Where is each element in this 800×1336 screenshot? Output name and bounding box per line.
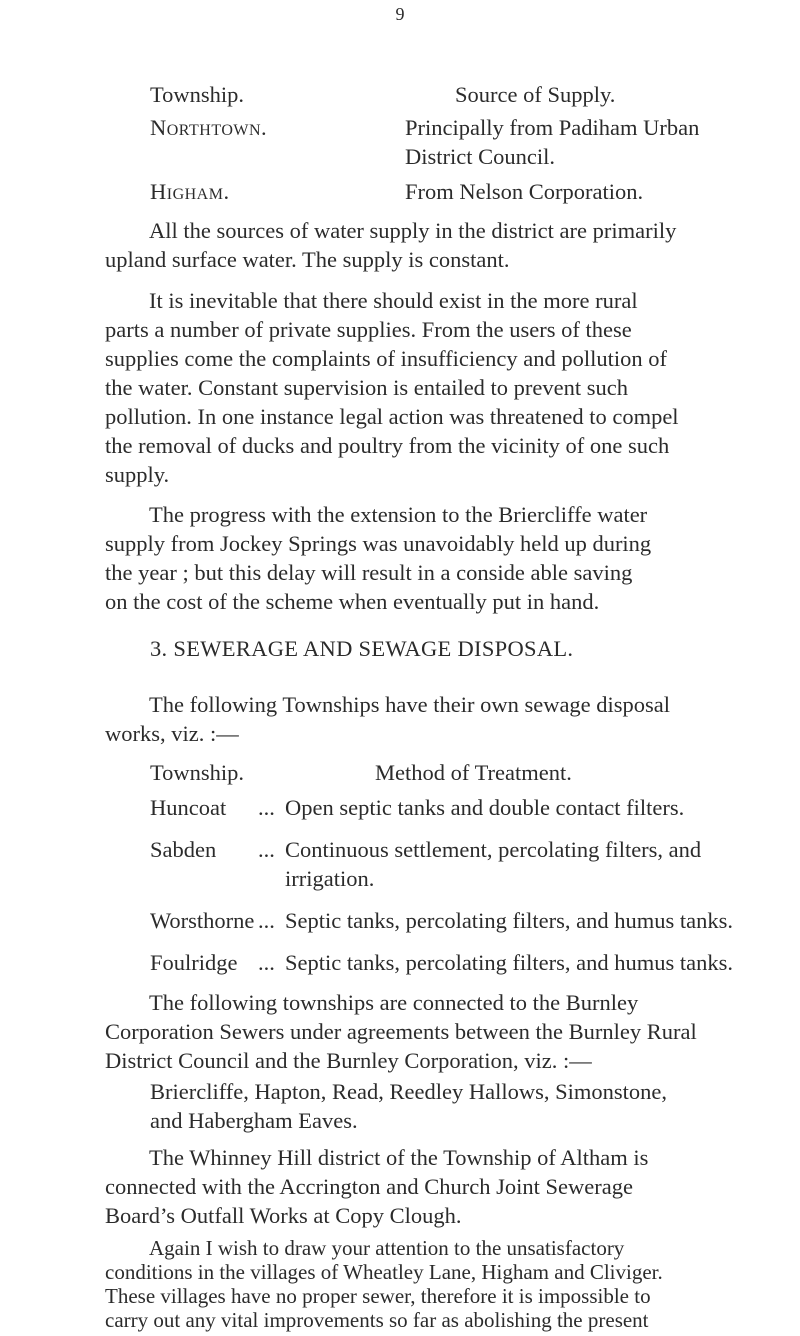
supply-source-northtown-line1: Principally from Padiham Urban (405, 115, 700, 140)
paragraph-water-sources (105, 216, 745, 274)
para3-line2: supply from Jockey Springs was unavoidably held up during (105, 531, 652, 556)
paragraph-unsatisfactory-conditions (105, 1236, 745, 1332)
supply-township-northtown: Northtown. (150, 115, 268, 140)
para5-line1: The following townships are connected to the Burnley (149, 990, 639, 1015)
connected-townships-list (150, 1077, 745, 1135)
supply-township-higham: Higham. (150, 179, 230, 204)
treatment-dots-foulridge: ... (258, 950, 275, 975)
treatment-dots-sabden: ... (258, 837, 275, 862)
supply-source-higham: From Nelson Corporation. (405, 179, 644, 204)
para2-line3: supplies come the complaints of insufficiency and pollution of (105, 346, 667, 371)
para2-line7: supply. (105, 462, 170, 487)
para6-line1: The Whinney Hill district of the Township of Altham is (149, 1145, 649, 1170)
treatment-method-sabden-line1: Continuous settlement, percolating filters, and (285, 837, 702, 862)
supply-col-township-header: Township. (150, 82, 245, 107)
paragraph-burnley-connection (105, 988, 745, 1075)
treatment-method-huncoat: Open septic tanks and double contact filters. (285, 795, 685, 820)
para3-line1: The progress with the extension to the Briercliffe water (149, 502, 648, 527)
treatment-dots-worsthorne: ... (258, 908, 275, 933)
treatment-township-huncoat: Huncoat (150, 795, 227, 820)
paragraph-whinney-hill (105, 1143, 745, 1230)
supply-source-northtown-line2: District Council. (405, 144, 555, 169)
paragraph-briercliffe-extension (105, 500, 745, 616)
para7-line2: conditions in the villages of Wheatley Lane, Higham and Cliviger. (105, 1260, 663, 1284)
para2-line5: pollution. In one instance legal action was threatened to compel (105, 404, 679, 429)
para6-line3: Board’s Outfall Works at Copy Clough. (105, 1203, 462, 1228)
para2-line1: It is inevitable that there should exist in the more rural (149, 288, 638, 313)
treatment-method-sabden-line2: irrigation. (285, 866, 375, 891)
para4-line1: The following Townships have their own sewage disposal (149, 692, 671, 717)
township-list-line1: Briercliffe, Hapton, Read, Reedley Hallows, Simonstone, (150, 1079, 667, 1104)
treatment-dots-huncoat: ... (258, 795, 275, 820)
para1-line2: upland surface water. The supply is constant. (105, 247, 510, 272)
paragraph-own-disposal (105, 690, 745, 748)
para2-line6: the removal of ducks and poultry from the vicinity of one such (105, 433, 670, 458)
para6-line2: connected with the Accrington and Church Joint Sewerage (105, 1174, 633, 1199)
para1-line1: All the sources of water supply in the district are primarily (149, 218, 677, 243)
treatment-township-worsthorne: Worsthorne (150, 908, 255, 933)
township-list-line2: and Habergham Eaves. (150, 1108, 358, 1133)
treatment-township-foulridge: Foulridge (150, 950, 238, 975)
treatment-method-foulridge: Septic tanks, percolating filters, and humus tanks. (285, 950, 734, 975)
treatment-township-sabden: Sabden (150, 837, 217, 862)
para4-line2: works, viz. :— (105, 721, 239, 746)
section-heading-sewerage: 3. SEWERAGE AND SEWAGE DISPOSAL. (150, 636, 574, 661)
para7-line1: Again I wish to draw your attention to the unsatisfactory (149, 1236, 625, 1260)
supply-col-source-header: Source of Supply. (455, 82, 616, 107)
para5-line2: Corporation Sewers under agreements between the Burnley Rural (105, 1019, 697, 1044)
treatment-col-method-header: Method of Treatment. (375, 760, 572, 785)
treatment-method-worsthorne: Septic tanks, percolating filters, and humus tanks. (285, 908, 734, 933)
para5-line3: District Council and the Burnley Corporation, viz. :— (105, 1048, 592, 1073)
para3-line3: the year ; but this delay will result in a conside able saving (105, 560, 633, 585)
paragraph-private-supplies (105, 286, 745, 489)
para2-line2: parts a number of private supplies. From the users of these (105, 317, 632, 342)
para3-line4: on the cost of the scheme when eventually put in hand. (105, 589, 600, 614)
para7-line4: carry out any vital improvements so far as abolishing the present (105, 1308, 649, 1332)
page-number: 9 (395, 4, 405, 24)
para7-line3: These villages have no proper sewer, therefore it is impossible to (105, 1284, 651, 1308)
para2-line4: the water. Constant supervision is entailed to prevent such (105, 375, 629, 400)
treatment-col-township-header: Township. (150, 760, 245, 785)
